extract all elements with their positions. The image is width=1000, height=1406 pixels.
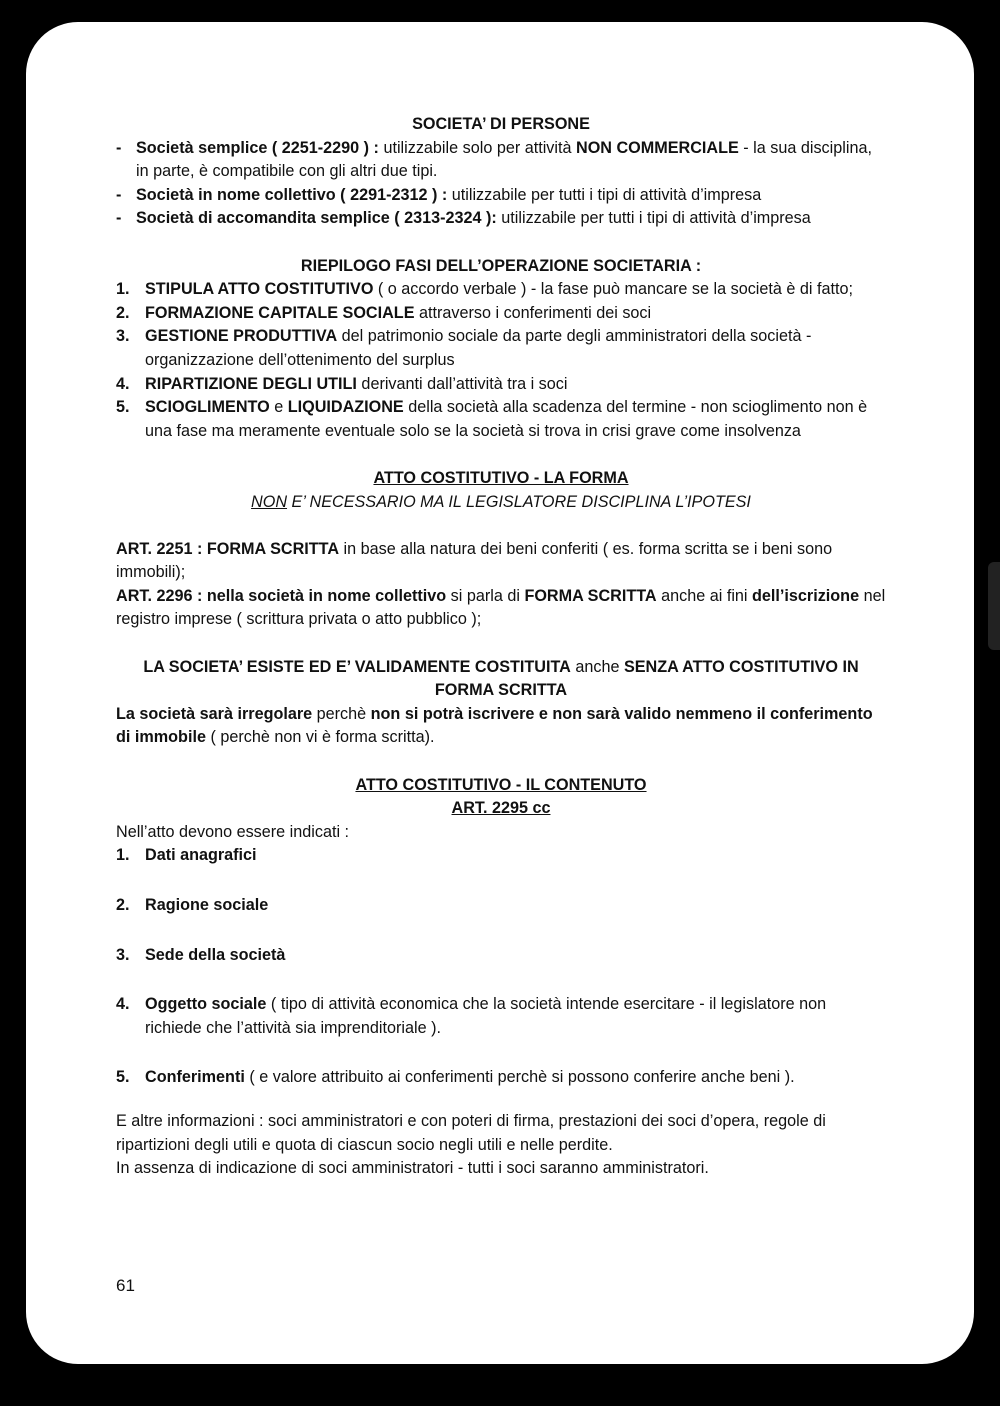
- list-item: [116, 1066, 886, 1090]
- section-title-atto-contenuto: ATTO COSTITUTIVO - IL CONTENUTO: [355, 775, 647, 794]
- article-text: anche ai fini: [656, 586, 753, 605]
- article-ref: ART. 2251 : FORMA SCRITTA: [116, 539, 340, 558]
- list-item: [116, 325, 886, 372]
- list-item: [116, 844, 886, 868]
- paragraph-term: non si potrà iscrivere e non sarà valido nemmeno il conferimento di immobile: [116, 704, 873, 747]
- article-term: dell’iscrizione: [752, 586, 860, 605]
- document-content: [116, 113, 886, 1181]
- item-text: ( tipo di attività economica che la società intende esercitare - il legislatore non richiede che l’attività sia imprenditoriale ).: [145, 995, 827, 1037]
- item-term: Società semplice ( 2251-2290 ) :: [136, 138, 379, 157]
- item-text: e: [269, 398, 288, 417]
- list-marker: 3.: [116, 327, 130, 346]
- list-item: [116, 396, 886, 443]
- article-term: FORMA SCRITTA: [524, 586, 657, 605]
- item-text: - la sua disciplina, in parte, è compatibile con gli altri due tipi.: [136, 138, 872, 181]
- section-subtitle-art-2295: ART. 2295 cc: [451, 799, 551, 818]
- list-item: [116, 944, 886, 968]
- item-text: ( o accordo verbale ) - la fase può mancare se la società è di fatto;: [373, 280, 854, 299]
- paragraph-text: perchè: [312, 704, 371, 723]
- article-text: si parla di: [446, 586, 525, 605]
- item-term: Società di accomandita semplice ( 2313-2324 ):: [136, 209, 497, 228]
- list-marker: 2.: [116, 896, 130, 914]
- list-marker: 2.: [116, 303, 130, 322]
- item-term: GESTIONE PRODUTTIVA: [145, 327, 338, 346]
- item-text: ( e valore attribuito ai conferimenti perchè si possono conferire anche beni ).: [244, 1068, 795, 1087]
- article-ref: ART. 2296 : nella società in nome collettivo: [116, 586, 447, 605]
- note-text: E’ NECESSARIO MA IL LEGISLATORE DISCIPLINA L’IPOTESI: [287, 492, 751, 511]
- list-marker: 4.: [116, 374, 130, 393]
- list-marker: -: [116, 209, 122, 228]
- article-text: nel registro imprese ( scrittura privata o atto pubblico );: [116, 586, 886, 629]
- item-term: STIPULA ATTO COSTITUTIVO: [145, 280, 374, 299]
- paragraph-text: ( perchè non vi è forma scritta).: [205, 728, 435, 747]
- content-intro: Nell’atto devono essere indicati :: [116, 822, 350, 841]
- item-term: Oggetto sociale: [145, 995, 267, 1014]
- item-term: Società in nome collettivo ( 2291-2312 ) :: [136, 185, 448, 204]
- section-title-atto-forma: ATTO COSTITUTIVO - LA FORMA: [373, 468, 629, 487]
- list-item: [116, 993, 886, 1040]
- article-text: in base alla natura dei beni conferiti ( es. forma scritta se i beni sono immobili);: [116, 539, 833, 582]
- article-2251: [116, 538, 886, 585]
- heading-part: LA SOCIETA’ ESISTE ED E’ VALIDAMENTE COSTITUITA: [143, 657, 571, 676]
- paragraph-term: La società sarà irregolare: [116, 704, 313, 723]
- item-text: attraverso i conferimenti dei soci: [414, 303, 652, 322]
- list-marker: -: [116, 185, 122, 204]
- heading-part: SENZA ATTO COSTITUTIVO IN FORMA SCRITTA: [434, 657, 859, 700]
- item-text: del patrimonio sociale da parte degli amministratori della società - organizzazione dell’ottenimento del surplus: [145, 327, 812, 369]
- list-marker: 4.: [116, 995, 130, 1014]
- irregular-society-paragraph: [116, 703, 886, 750]
- list-item: [116, 302, 886, 326]
- list-item: [116, 278, 886, 302]
- list-item: [116, 184, 886, 208]
- item-term: Sede della società: [145, 945, 286, 964]
- list-marker: 5.: [116, 1068, 130, 1087]
- item-text: derivanti dall’attività tra i soci: [356, 374, 568, 393]
- list-item: [116, 894, 886, 918]
- item-term: LIQUIDAZIONE: [287, 398, 404, 417]
- society-types-list: [116, 137, 886, 231]
- list-marker: 1.: [116, 280, 130, 299]
- list-item: [116, 207, 886, 231]
- content-list: [116, 844, 886, 1090]
- list-marker: -: [116, 138, 122, 157]
- item-term: FORMAZIONE CAPITALE SOCIALE: [145, 303, 415, 322]
- section-title-riepilogo-fasi: RIEPILOGO FASI DELL’OPERAZIONE SOCIETARIA :: [300, 256, 702, 275]
- item-term: Ragione sociale: [145, 896, 269, 914]
- item-term: RIPARTIZIONE DEGLI UTILI: [145, 374, 357, 393]
- item-term: Conferimenti: [145, 1068, 245, 1087]
- list-marker: 1.: [116, 846, 130, 865]
- list-item: [116, 137, 886, 184]
- item-term: SCIOGLIMENTO: [145, 398, 270, 417]
- administrators-note: In assenza di indicazione di soci amministratori - tutti i soci saranno amministratori.: [116, 1159, 709, 1178]
- page-number: 61: [116, 1276, 135, 1295]
- list-marker: 3.: [116, 945, 130, 964]
- heading-part: anche: [570, 657, 624, 676]
- item-text: utilizzabile solo per attività: [378, 138, 576, 157]
- validity-heading: [116, 656, 886, 703]
- item-term: NON COMMERCIALE: [576, 138, 739, 157]
- additional-info-paragraph: E altre informazioni : soci amministratori e con poteri di firma, prestazioni dei soci d’opera, regole di ripartizioni degli utili e quota di ciascun socio negli utili e nelle perdite.: [116, 1111, 826, 1154]
- section-title-societa-di-persone: SOCIETA’ DI PERSONE: [412, 115, 590, 133]
- item-text: utilizzabile per tutti i tipi di attività d’impresa: [496, 209, 811, 228]
- item-text: della società alla scadenza del termine - non scioglimento non è una fase ma meramente eventuale solo se la società si trova in crisi grave come insolvenza: [145, 398, 868, 440]
- item-term: Dati anagrafici: [145, 846, 257, 865]
- article-2296: [116, 585, 886, 632]
- phases-list: [116, 278, 886, 443]
- page-edge-tab: [988, 562, 1000, 650]
- list-marker: 5.: [116, 398, 130, 417]
- item-text: utilizzabile per tutti i tipi di attività d’impresa: [447, 185, 762, 204]
- list-item: [116, 373, 886, 397]
- note-emphasis: NON: [251, 492, 288, 511]
- form-note: [116, 491, 886, 515]
